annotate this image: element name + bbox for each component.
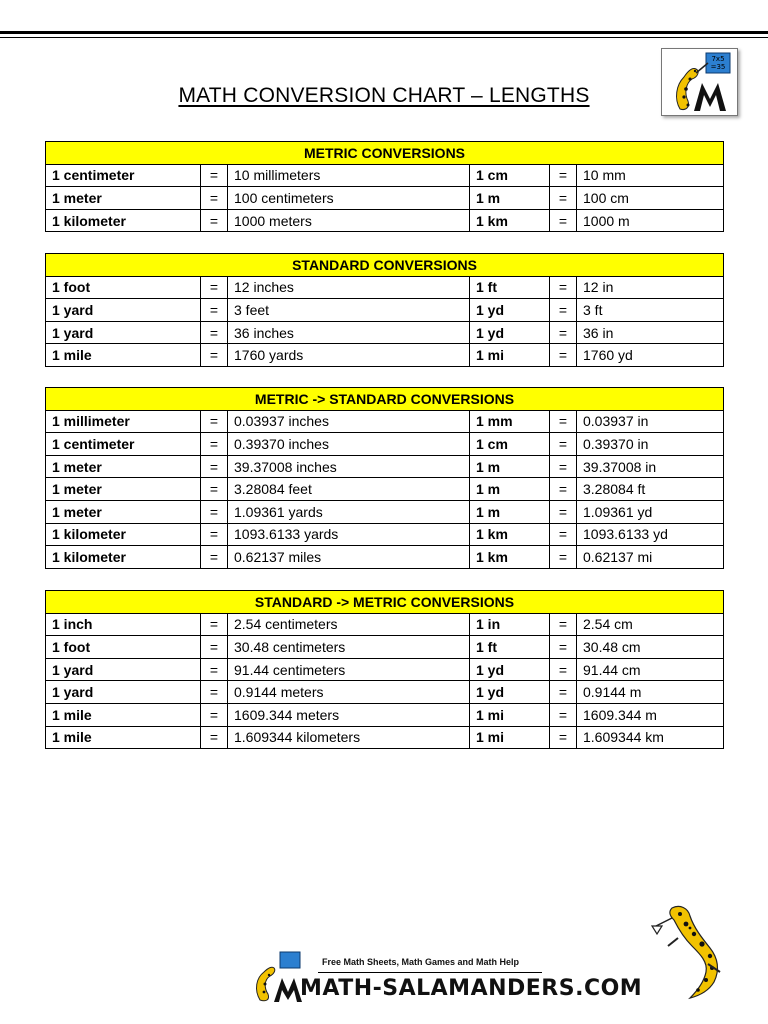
equals-cell: = (201, 658, 228, 681)
equals-cell: = (550, 276, 577, 299)
equals-cell: = (201, 187, 228, 210)
unit-from-cell: 1 yard (46, 658, 201, 681)
unit-from-cell: 1 kilometer (46, 523, 201, 546)
unit-from-cell: 1 meter (46, 455, 201, 478)
value-cell: 3.28084 feet (228, 478, 470, 501)
equals-cell: = (550, 299, 577, 322)
table-row (46, 681, 724, 704)
abbr-value-cell: 0.39370 in (577, 433, 724, 456)
unit-from-cell: 1 yard (46, 299, 201, 322)
metric-to-standard-table (45, 387, 724, 569)
unit-from-cell: 1 millimeter (46, 410, 201, 433)
equals-cell: = (201, 523, 228, 546)
abbr-value-cell: 1.09361 yd (577, 500, 724, 523)
abbr-unit-cell: 1 km (470, 209, 550, 232)
equals-cell: = (550, 209, 577, 232)
equals-cell: = (550, 500, 577, 523)
abbr-unit-cell: 1 mi (470, 726, 550, 749)
abbr-unit-cell: 1 yd (470, 681, 550, 704)
abbr-value-cell: 0.9144 m (577, 681, 724, 704)
unit-from-cell: 1 mile (46, 703, 201, 726)
value-cell: 1760 yards (228, 344, 470, 367)
value-cell: 1609.344 meters (228, 703, 470, 726)
equals-cell: = (550, 410, 577, 433)
equals-cell: = (201, 703, 228, 726)
footer-salamander-logo-icon (252, 950, 304, 1004)
unit-from-cell: 1 inch (46, 613, 201, 636)
salamander-mascot-icon (650, 898, 730, 1002)
table-row (46, 726, 724, 749)
abbr-unit-cell: 1 mi (470, 344, 550, 367)
value-cell: 91.44 centimeters (228, 658, 470, 681)
abbr-value-cell: 1000 m (577, 209, 724, 232)
abbr-value-cell: 100 cm (577, 187, 724, 210)
equals-cell: = (201, 681, 228, 704)
abbr-unit-cell: 1 km (470, 546, 550, 569)
value-cell: 100 centimeters (228, 187, 470, 210)
abbr-value-cell: 10 mm (577, 164, 724, 187)
unit-from-cell: 1 meter (46, 187, 201, 210)
equals-cell: = (550, 546, 577, 569)
abbr-value-cell: 1760 yd (577, 344, 724, 367)
table-row (46, 321, 724, 344)
table-header: STANDARD -> METRIC CONVERSIONS (46, 591, 724, 614)
equals-cell: = (550, 344, 577, 367)
abbr-value-cell: 3 ft (577, 299, 724, 322)
abbr-value-cell: 3.28084 ft (577, 478, 724, 501)
table-row (46, 164, 724, 187)
abbr-unit-cell: 1 cm (470, 164, 550, 187)
value-cell: 1093.6133 yards (228, 523, 470, 546)
equals-cell: = (201, 636, 228, 659)
abbr-unit-cell: 1 m (470, 500, 550, 523)
equals-cell: = (550, 478, 577, 501)
equals-cell: = (550, 455, 577, 478)
value-cell: 39.37008 inches (228, 455, 470, 478)
top-rule-thin (0, 37, 768, 38)
abbr-unit-cell: 1 yd (470, 321, 550, 344)
table-header: METRIC -> STANDARD CONVERSIONS (46, 388, 724, 411)
value-cell: 1000 meters (228, 209, 470, 232)
abbr-unit-cell: 1 yd (470, 658, 550, 681)
table-row (46, 455, 724, 478)
table-header: STANDARD CONVERSIONS (46, 254, 724, 277)
unit-from-cell: 1 foot (46, 636, 201, 659)
unit-from-cell: 1 yard (46, 321, 201, 344)
abbr-value-cell: 2.54 cm (577, 613, 724, 636)
value-cell: 1.609344 kilometers (228, 726, 470, 749)
equals-cell: = (201, 433, 228, 456)
abbr-unit-cell: 1 mm (470, 410, 550, 433)
abbr-unit-cell: 1 m (470, 187, 550, 210)
unit-from-cell: 1 yard (46, 681, 201, 704)
abbr-unit-cell: 1 yd (470, 299, 550, 322)
value-cell: 12 inches (228, 276, 470, 299)
salamander-teacher-icon (662, 49, 737, 115)
equals-cell: = (550, 187, 577, 210)
unit-from-cell: 1 mile (46, 726, 201, 749)
table-row (46, 276, 724, 299)
unit-from-cell: 1 meter (46, 500, 201, 523)
equals-cell: = (201, 344, 228, 367)
value-cell: 36 inches (228, 321, 470, 344)
footer-site-name: MATH-SALAMANDERS.COM (300, 976, 643, 1001)
table-row (46, 187, 724, 210)
abbr-value-cell: 1.609344 km (577, 726, 724, 749)
table-row (46, 344, 724, 367)
equals-cell: = (201, 613, 228, 636)
equals-cell: = (550, 658, 577, 681)
table-row (46, 658, 724, 681)
equals-cell: = (201, 276, 228, 299)
abbr-value-cell: 91.44 cm (577, 658, 724, 681)
table-row (46, 500, 724, 523)
unit-from-cell: 1 centimeter (46, 164, 201, 187)
board-text-1: 7x5 (711, 55, 725, 63)
abbr-unit-cell: 1 mi (470, 703, 550, 726)
abbr-unit-cell: 1 ft (470, 636, 550, 659)
unit-from-cell: 1 centimeter (46, 433, 201, 456)
table-row (46, 433, 724, 456)
equals-cell: = (550, 613, 577, 636)
footer-divider (318, 972, 542, 973)
table-row (46, 703, 724, 726)
abbr-value-cell: 0.03937 in (577, 410, 724, 433)
abbr-unit-cell: 1 cm (470, 433, 550, 456)
equals-cell: = (201, 546, 228, 569)
value-cell: 30.48 centimeters (228, 636, 470, 659)
value-cell: 0.03937 inches (228, 410, 470, 433)
footer-tagline: Free Math Sheets, Math Games and Math Help (322, 957, 520, 967)
unit-from-cell: 1 meter (46, 478, 201, 501)
metric-conversions-table (45, 141, 724, 232)
equals-cell: = (201, 164, 228, 187)
table-row (46, 613, 724, 636)
equals-cell: = (201, 500, 228, 523)
standard-conversions-table (45, 253, 724, 367)
abbr-value-cell: 1093.6133 yd (577, 523, 724, 546)
equals-cell: = (201, 726, 228, 749)
unit-from-cell: 1 foot (46, 276, 201, 299)
page-title: MATH CONVERSION CHART – LENGTHS (178, 84, 590, 107)
equals-cell: = (201, 209, 228, 232)
equals-cell: = (201, 299, 228, 322)
table-row (46, 299, 724, 322)
equals-cell: = (550, 703, 577, 726)
table-row (46, 478, 724, 501)
equals-cell: = (550, 164, 577, 187)
value-cell: 2.54 centimeters (228, 613, 470, 636)
equals-cell: = (550, 433, 577, 456)
value-cell: 0.9144 meters (228, 681, 470, 704)
abbr-unit-cell: 1 in (470, 613, 550, 636)
value-cell: 1.09361 yards (228, 500, 470, 523)
equals-cell: = (201, 321, 228, 344)
abbr-unit-cell: 1 km (470, 523, 550, 546)
unit-from-cell: 1 kilometer (46, 209, 201, 232)
equals-cell: = (201, 478, 228, 501)
abbr-value-cell: 36 in (577, 321, 724, 344)
value-cell: 0.62137 miles (228, 546, 470, 569)
board-text-2: =35 (710, 63, 726, 71)
abbr-value-cell: 0.62137 mi (577, 546, 724, 569)
salamander-logo-box (661, 48, 738, 116)
unit-from-cell: 1 kilometer (46, 546, 201, 569)
abbr-value-cell: 39.37008 in (577, 455, 724, 478)
table-row (46, 523, 724, 546)
value-cell: 10 millimeters (228, 164, 470, 187)
standard-to-metric-table (45, 590, 724, 749)
abbr-unit-cell: 1 m (470, 478, 550, 501)
equals-cell: = (201, 410, 228, 433)
unit-from-cell: 1 mile (46, 344, 201, 367)
abbr-value-cell: 1609.344 m (577, 703, 724, 726)
value-cell: 3 feet (228, 299, 470, 322)
table-row (46, 636, 724, 659)
abbr-unit-cell: 1 m (470, 455, 550, 478)
equals-cell: = (201, 455, 228, 478)
table-row (46, 209, 724, 232)
equals-cell: = (550, 726, 577, 749)
equals-cell: = (550, 636, 577, 659)
equals-cell: = (550, 321, 577, 344)
table-row (46, 410, 724, 433)
value-cell: 0.39370 inches (228, 433, 470, 456)
abbr-value-cell: 12 in (577, 276, 724, 299)
table-row (46, 546, 724, 569)
table-header: METRIC CONVERSIONS (46, 142, 724, 165)
abbr-unit-cell: 1 ft (470, 276, 550, 299)
abbr-value-cell: 30.48 cm (577, 636, 724, 659)
top-rule-thick (0, 31, 768, 34)
equals-cell: = (550, 523, 577, 546)
equals-cell: = (550, 681, 577, 704)
